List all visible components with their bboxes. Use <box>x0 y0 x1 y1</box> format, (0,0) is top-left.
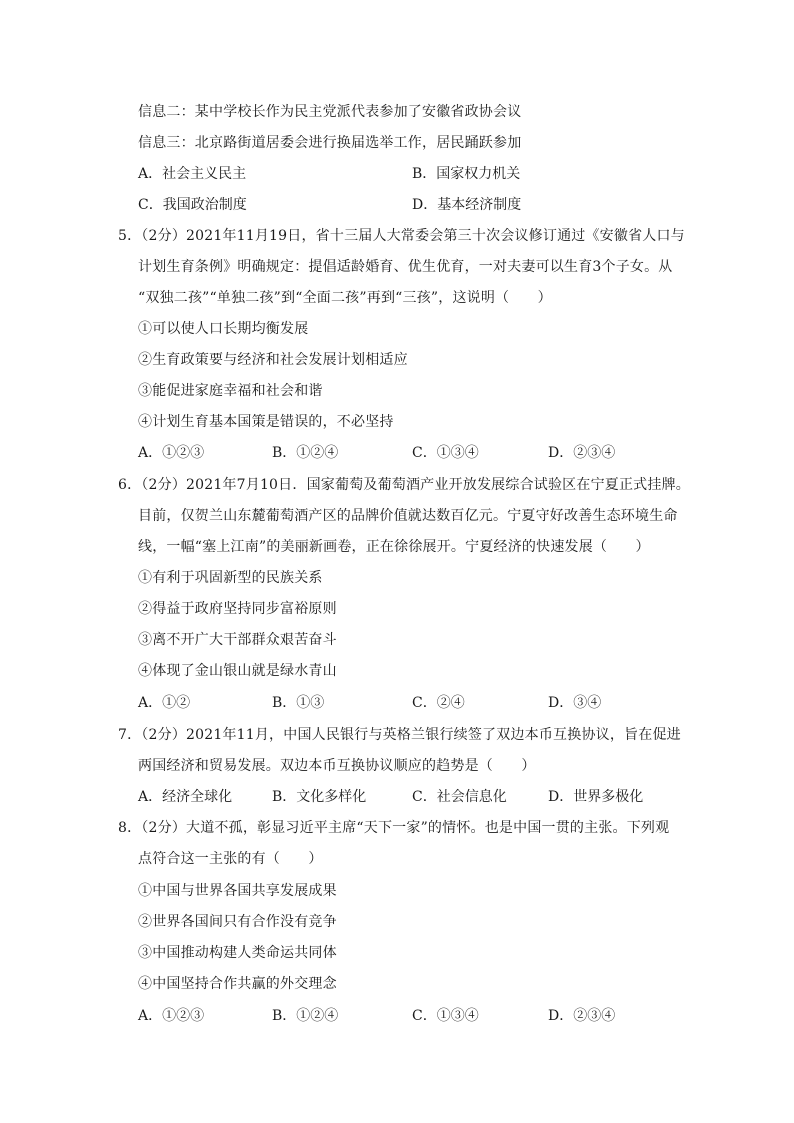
q5-stem-line-1: 5．（2分）2021年11月19日，省十三届人大常委会第三十次会议修订通过《安徽省人口与 <box>118 228 685 244</box>
q5-item-1: ①可以使人口长期均衡发展 <box>138 321 309 337</box>
q8-stem-line-2: 点符合这一主张的有（ ） <box>138 851 323 867</box>
q7-stem-line-1: 7．（2分）2021年11月，中国人民银行与英格兰银行续签了双边本币互换协议，旨在促进 <box>118 727 681 743</box>
info-two-line: 信息二：某中学校长作为民主党派代表参加了安徽省政协会议 <box>138 104 522 120</box>
q8-item-4: ④中国坚持合作共赢的外交理念 <box>138 976 337 992</box>
q8-option-c: C．①③④ <box>412 1008 479 1024</box>
q6-stem-line-2: 目前，仅贺兰山东麓葡萄酒产区的品牌价值就达数百亿元。宁夏守好改善生态环境生命 <box>138 508 678 524</box>
intro-option-c: C．我国政治制度 <box>138 197 247 213</box>
q5-item-3: ③能促进家庭幸福和社会和谐 <box>138 383 323 399</box>
q6-item-4: ④体现了金山银山就是绿水青山 <box>138 663 337 679</box>
q5-stem-line-2: 计划生育条例》明确规定：提倡适龄婚育、优生优育，一对夫妻可以生育3个子女。从 <box>138 259 673 275</box>
q6-item-3: ③离不开广大干部群众艰苦奋斗 <box>138 632 337 648</box>
q6-option-b: B．①③ <box>272 695 325 711</box>
q8-option-d: D．②③④ <box>548 1008 616 1024</box>
q6-option-d: D．③④ <box>548 695 602 711</box>
q7-option-a: A．经济全球化 <box>138 789 233 805</box>
q5-option-b: B．①②④ <box>272 445 339 461</box>
intro-option-a: A．社会主义民主 <box>138 166 247 182</box>
q6-item-1: ①有利于巩固新型的民族关系 <box>138 570 323 586</box>
q6-option-c: C．②④ <box>412 695 465 711</box>
q5-item-2: ②生育政策要与经济和社会发展计划相适应 <box>138 352 408 368</box>
q5-stem-line-3: “双独二孩”“单独二孩”到“全面二孩”再到“三孩”，这说明（ ） <box>138 290 552 306</box>
q6-stem-line-1: 6．（2分）2021年7月10日．国家葡萄及葡萄酒产业开放发展综合试验区在宁夏正式挂牌。 <box>118 477 690 493</box>
q5-option-a: A．①②③ <box>138 445 205 461</box>
intro-option-d: D．基本经济制度 <box>412 197 522 213</box>
q8-option-b: B．①②④ <box>272 1008 339 1024</box>
q5-option-d: D．②③④ <box>548 445 616 461</box>
q5-item-4: ④计划生育基本国策是错误的，不必坚持 <box>138 414 394 430</box>
q7-option-b: B．文化多样化 <box>272 789 367 805</box>
q6-option-a: A．①② <box>138 695 191 711</box>
q7-stem-line-2: 两国经济和贸易发展。双边本币互换协议顺应的趋势是（ ） <box>138 758 536 774</box>
q8-stem-line-1: 8．（2分）大道不孤，彰显习近平主席“天下一家”的情怀。也是中国一贯的主张。下列观 <box>118 820 670 836</box>
q7-option-d: D．世界多极化 <box>548 789 644 805</box>
q8-item-1: ①中国与世界各国共享发展成果 <box>138 883 337 899</box>
info-three-line: 信息三：北京路街道居委会进行换届选举工作，居民踊跃参加 <box>138 135 522 151</box>
q8-option-a: A．①②③ <box>138 1008 205 1024</box>
q8-item-2: ②世界各国间只有合作没有竞争 <box>138 914 337 930</box>
q7-option-c: C．社会信息化 <box>412 789 507 805</box>
q6-item-2: ②得益于政府坚持同步富裕原则 <box>138 601 337 617</box>
q5-option-c: C．①③④ <box>412 445 479 461</box>
q6-stem-line-3: 线，一幅“塞上江南”的美丽新画卷，正在徐徐展开。宁夏经济的快速发展（ ） <box>138 539 650 555</box>
intro-option-b: B．国家权力机关 <box>412 166 521 182</box>
q8-item-3: ③中国推动构建人类命运共同体 <box>138 945 337 961</box>
